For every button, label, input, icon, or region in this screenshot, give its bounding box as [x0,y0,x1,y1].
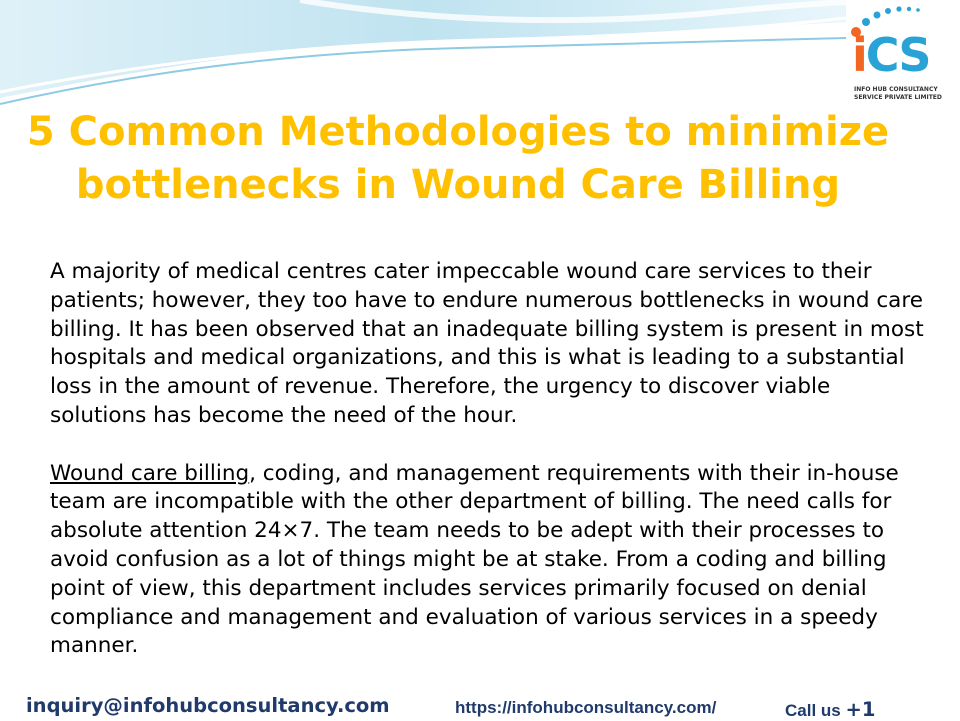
footer-email[interactable]: inquiry@infohubconsultancy.com [26,694,390,717]
logo-subtitle-line: SERVICE PRIVATE LIMITED [854,94,942,101]
footer [0,692,960,720]
call-number: +1 [845,698,876,721]
title-line: 5 Common Methodologies to minimize [26,109,890,155]
logo-subtitle-line: INFO HUB CONSULTANCY [854,86,938,93]
intro-paragraph: A majority of medical centres cater impeccable wound care services to their patients; however, they too have to endure numerous bottlenecks in wound care billing. It has been observed that an inadequate billing system is present in most hospitals and medical organizations, and this is what is leading to a substantial loss in the amount of revenue. Therefore, the urgency to discover viable solutions has become the need of the hour. [50,259,924,428]
page-title [0,106,916,212]
footer-call[interactable] [785,698,875,721]
article-body [50,258,930,661]
call-label: Call us [785,701,841,720]
title-line: bottlenecks in Wound Care Billing [75,162,841,208]
detail-paragraph [50,460,930,662]
logo-subtitle [854,86,960,102]
footer-website-link[interactable]: https://infohubconsultancy.com/ [455,698,717,717]
company-logo [846,2,960,106]
wound-care-billing-link[interactable]: Wound care billing [50,460,250,486]
detail-paragraph-text: , coding, and management requirements with their in-house team are incompatible with the other department of billing. The need calls for absolute attention 24×7. The team needs to be adept with their processes to avoid confusion as a lot of things might be at stake. From a coding and billing point of view, this department includes services primarily focused on denial compliance and management and evaluation of various services in a speedy manner. [50,460,899,659]
logo-wordmark: iCS [852,28,930,82]
header-wave-decoration [0,0,960,110]
